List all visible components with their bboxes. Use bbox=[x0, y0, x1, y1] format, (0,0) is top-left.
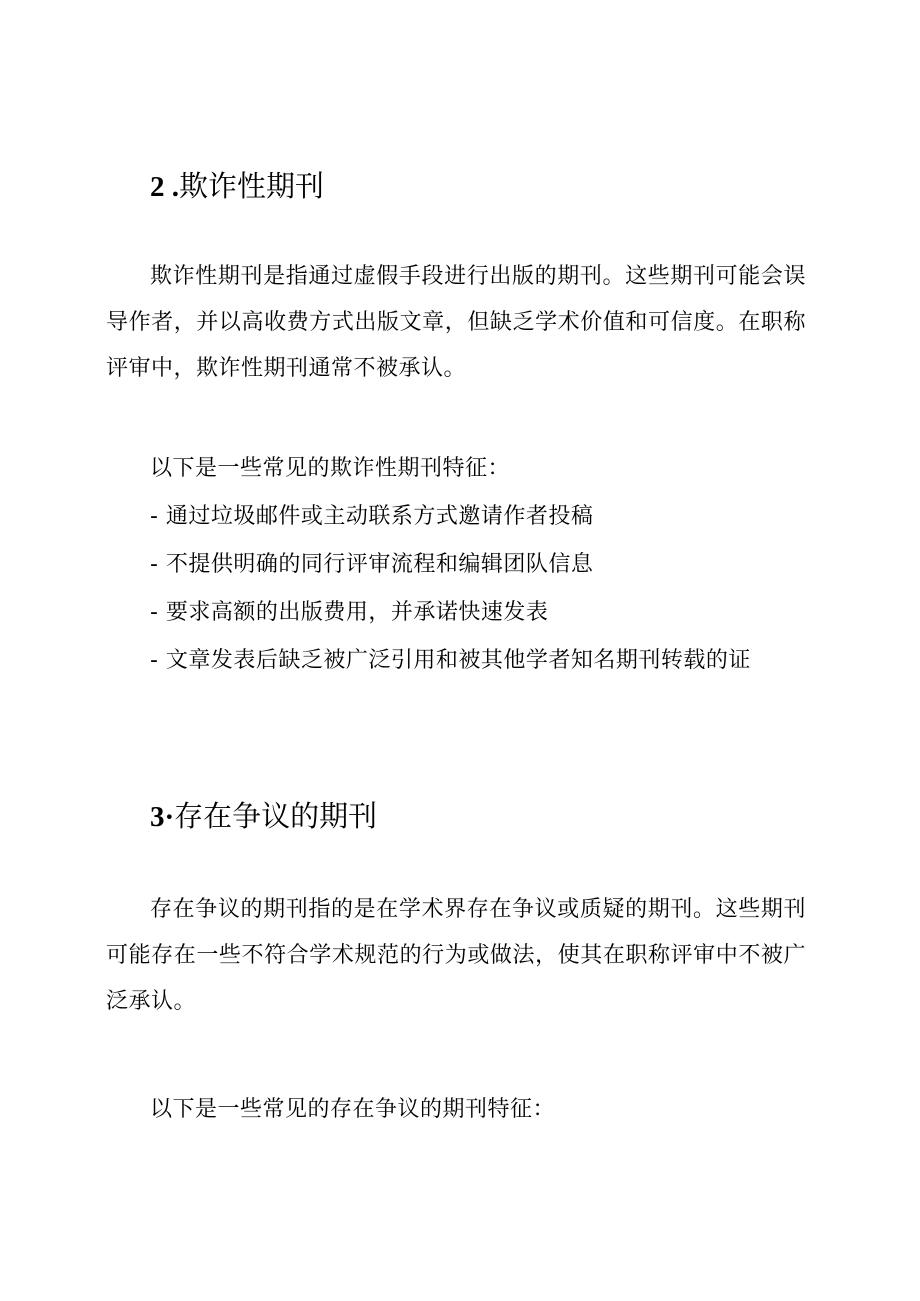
section-2-intro: 以下是一些常见的欺诈性期刊特征： bbox=[150, 456, 511, 481]
section-2-paragraph: 欺诈性期刊是指通过虚假手段进行出版的期刊。这些期刊可能会误导作者，并以高收费方式出版文章，但缺乏学术价值和可信度。在职称评审中，欺诈性期刊通常不被承认。 bbox=[106, 264, 806, 381]
section-3-heading bbox=[150, 798, 377, 835]
section-2-title: 欺诈性期刊 bbox=[179, 169, 325, 203]
section-2-bullet-4: - 文章发表后缺乏被广泛引用和被其他学者知名期刊转载的证 bbox=[150, 648, 751, 673]
section-3-paragraph: 存在争议的期刊指的是在学术界存在争议或质疑的期刊。这些期刊可能存在一些不符合学术规范的行为或做法，使其在职称评审中不被广泛承认。 bbox=[106, 897, 806, 1014]
section-2-heading bbox=[150, 168, 324, 205]
section-3-title: 存在争议的期刊 bbox=[174, 799, 378, 833]
section-3-number: 3· bbox=[150, 801, 175, 833]
section-2-bullet-1: - 通过垃圾邮件或主动联系方式邀请作者投稿 bbox=[150, 504, 594, 529]
section-2-number: 2 . bbox=[150, 171, 179, 203]
section-2-bullet-3: - 要求高额的出版费用，并承诺快速发表 bbox=[150, 600, 549, 625]
section-2-bullet-2: - 不提供明确的同行评审流程和编辑团队信息 bbox=[150, 552, 594, 577]
section-3-intro: 以下是一些常见的存在争议的期刊特征： bbox=[150, 1097, 556, 1122]
